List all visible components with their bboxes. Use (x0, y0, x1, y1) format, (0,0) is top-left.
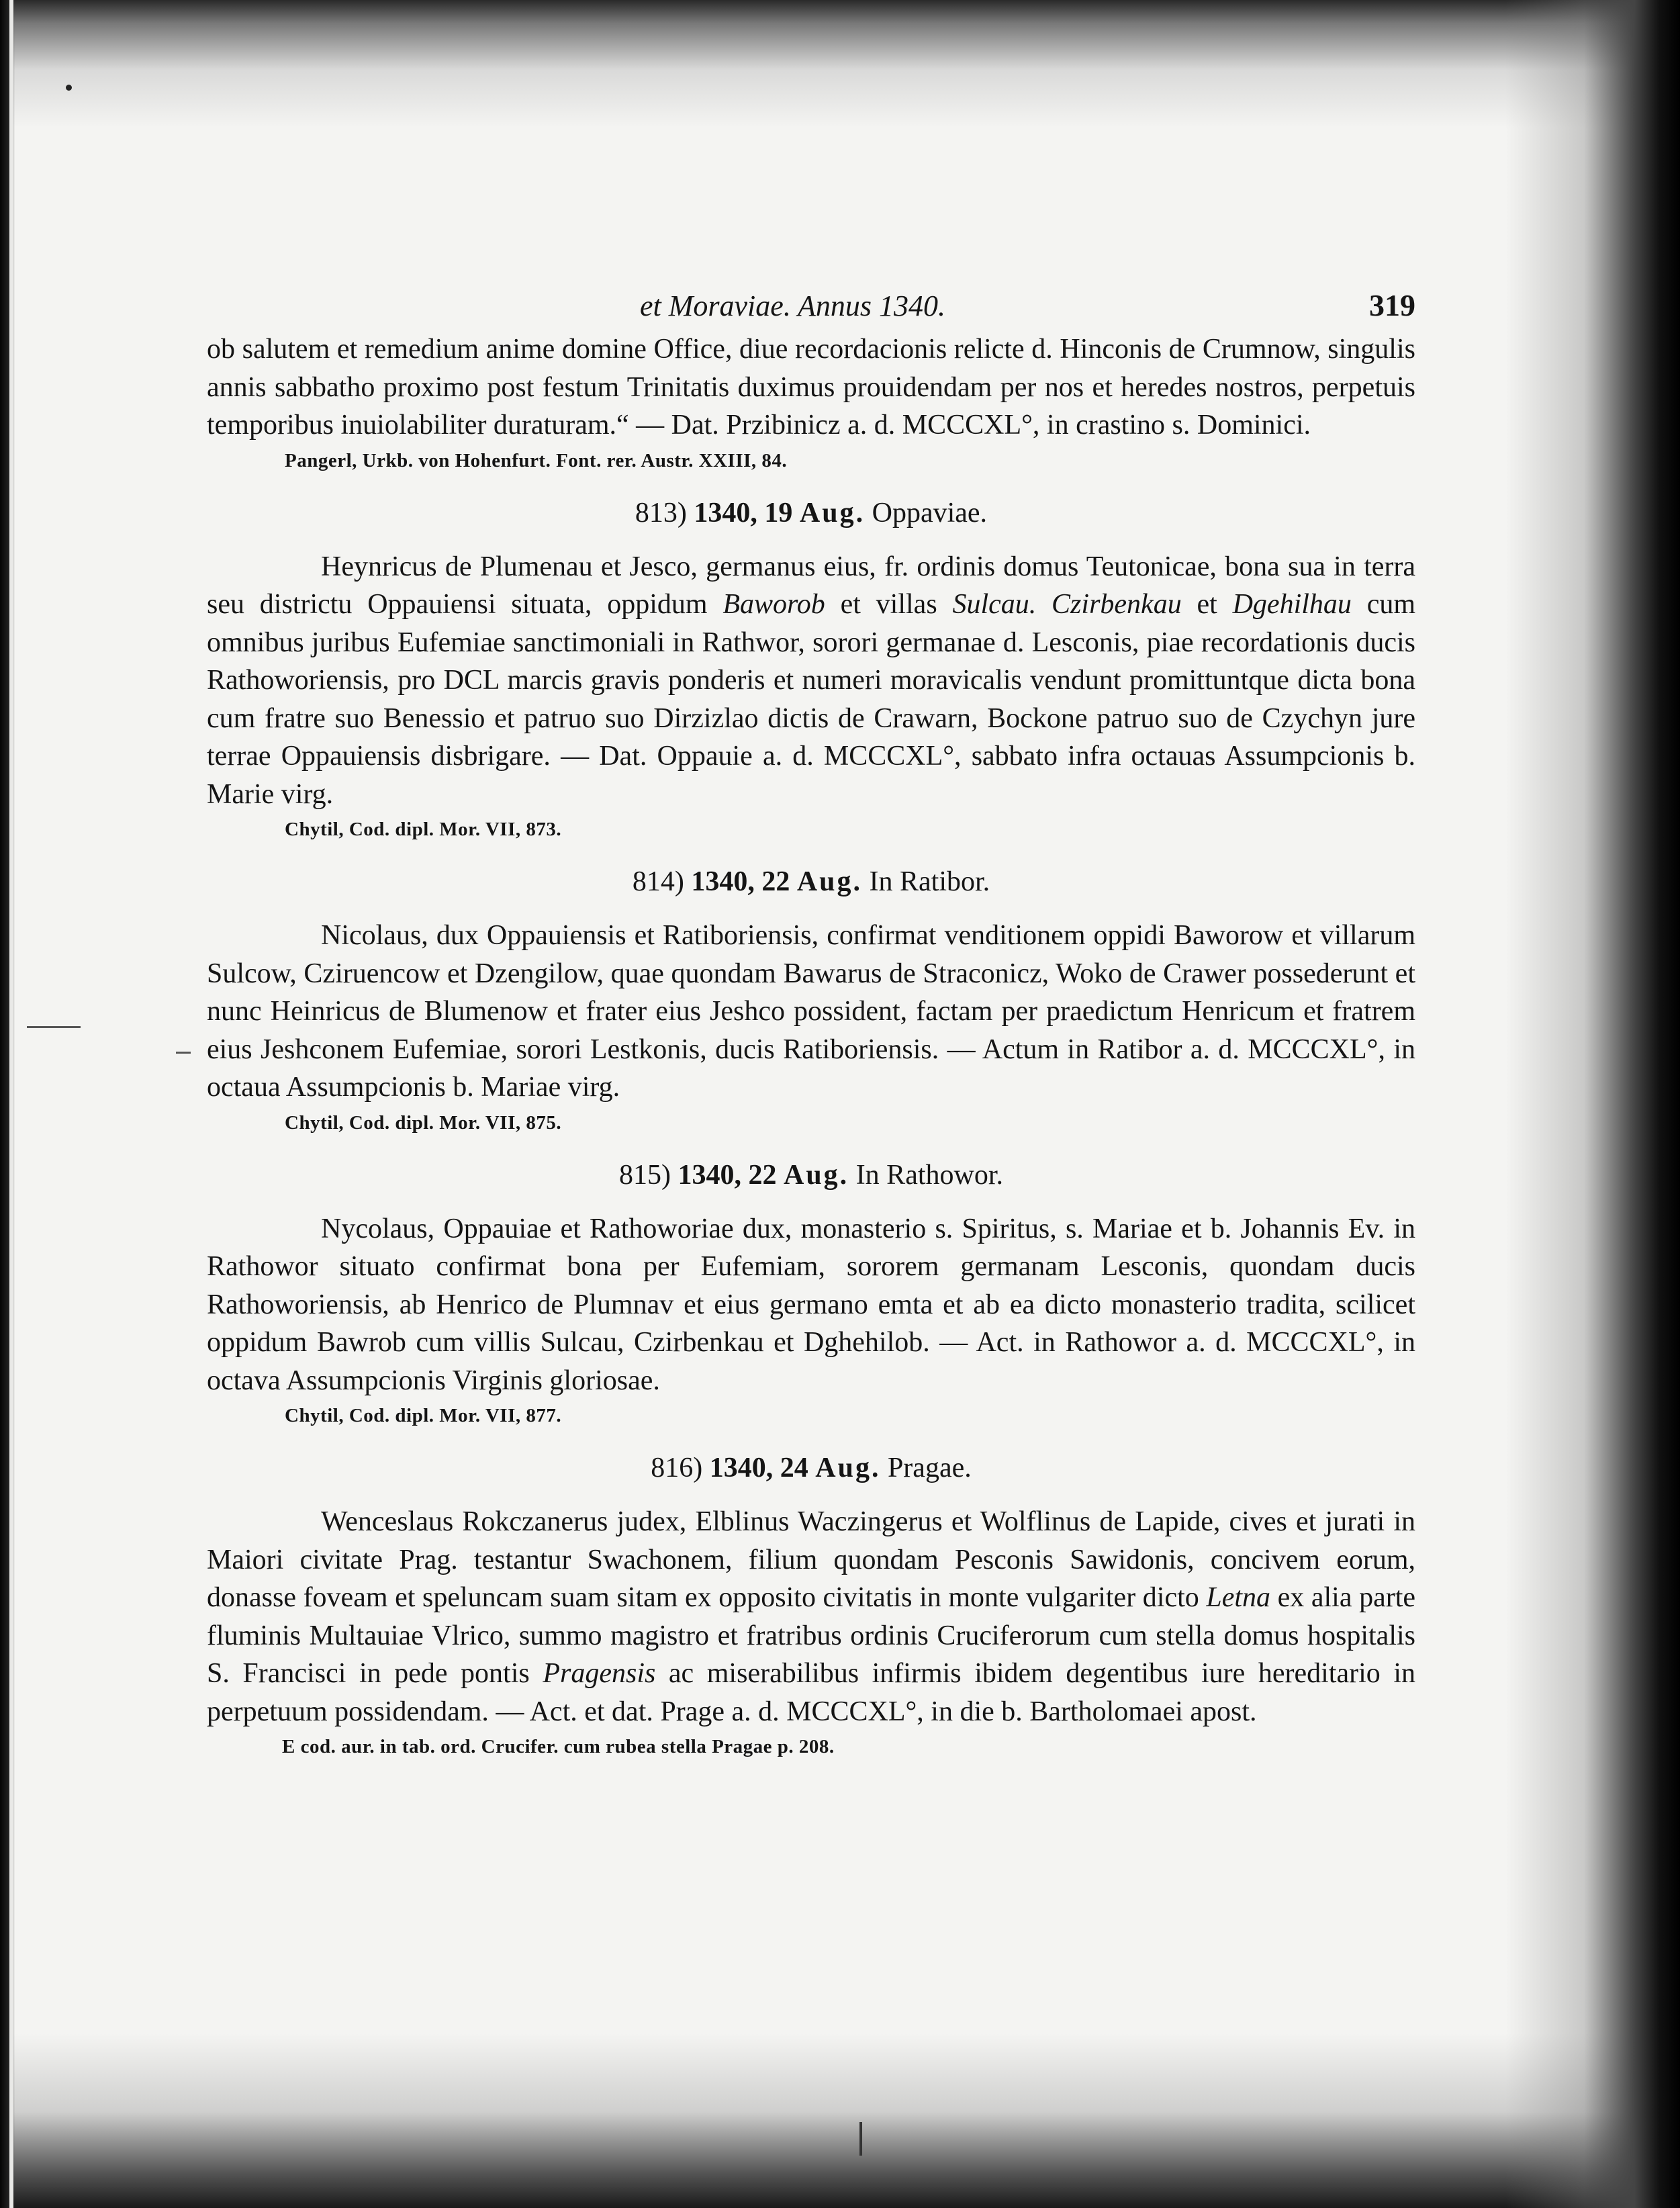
entry-date: 1340, 24 (709, 1453, 808, 1483)
entry-date: 1340, 22 (691, 866, 790, 897)
entry-heading (207, 1449, 1415, 1487)
entry-814 (207, 863, 1415, 1136)
text-run: Wenceslaus Rokczanerus judex, Elblinus Waczingerus et Wolflinus de Lapide, cives et jurati in Maiori civitate Prag. testantur Swachonem, filium quondam Pesconis Sawidonis, concivem eorum, donasse foveam et speluncam suam sitam ex opposito civitatis in monte vulgariter dicto (207, 1506, 1415, 1613)
entry-number: 813) (635, 497, 687, 528)
entry-source: E cod. aur. in tab. ord. Crucifer. cum rubea stella Pragae p. 208. (282, 1736, 835, 1757)
entry-815 (207, 1156, 1415, 1430)
text-run: cum omnibus juribus Eufemiae sanctimoniali in Rathwor, sorori germanae d. Lesconis, piae recordationis ducis Rathoworiensis, pro DCL marcis gravis ponderis et numeri moravicalis vendunt promittuntque dicta bona cum fratre suo Benessio et patruo suo Dirzizlao dictis de Crawarn, Bockone patruo suo de Czychyn jure terrae Oppauiensis disbrigare. — Dat. Oppauie a. d. MCCCXL°, sabbato infra octauas Assumpcionis b. Marie virg. (207, 589, 1416, 810)
entry-place: In Ratibor. (869, 866, 990, 897)
entry-heading (207, 863, 1415, 901)
intro-source: Pangerl, Urkb. von Hohenfurt. Font. rer. Austr. XXIII, 84. (285, 449, 788, 471)
entry-text: Nicolaus, dux Oppauiensis et Ratiboriensis, confirmat venditionem oppidi Baworow et villarum Sulcow, Cziruencow et Dzengilow, quae quondam Bawarus de Straconicz, Woko de Crawer possederunt et nunc Heinricus de Blumenow et frater eius Jeshco possident, factam per praedictum Henricum et fratrem eius Jeshconem Eufemiae, sorori Lestkonis, ducis Ratiboriensis. — Actum in Ratibor a. d. MCCCXL°, in octaua Assumpcionis b. Mariae virg. (207, 920, 1415, 1103)
entry-place: In Rathowor. (855, 1159, 1003, 1191)
text-run: Heynricus de Plumenau et Jesco, germanus eius, fr. ordinis domus Teutonicae, bona sua in terra seu districtu Oppauiensi situata, oppidum (207, 551, 1415, 620)
scan-edge-left-paper (9, 0, 13, 2208)
intro-paragraph: ob salutem et remedium anime domine Office, diue recordacionis relicte d. Hinconis de Crumnow, singulis annis sabbatho proximo post festum Trinitatis duximus prouidendam per nos et heredes nostros, perpetuis temporibus inuiolabiliter duraturam.“ — Dat. Przibinicz a. d. MCCCXL°, in crastino s. Dominici. (207, 334, 1415, 441)
page-content (207, 282, 1415, 1760)
running-title: et Moraviae. Annus 1340. (640, 289, 946, 322)
scan-edge-top (0, 0, 1680, 128)
italic-place-name: Letna (1206, 1582, 1271, 1613)
scan-mark (27, 1026, 81, 1028)
entry-816 (207, 1449, 1415, 1760)
entry-month: Aug. (783, 1159, 849, 1191)
entry-number: 814) (632, 866, 684, 897)
entry-place: Oppaviae. (872, 497, 988, 528)
scan-mark (176, 1052, 191, 1054)
scan-mark (859, 2122, 862, 2156)
text-run: ac miserabilibus infirmis ibidem degentibus iure hereditario in perpetuum possidendam. — Act. et dat. Prage a. d. MCCCXL°, in die b. Bartholomaei apost. (207, 1658, 1415, 1727)
italic-place-name: Pragensis (543, 1658, 656, 1689)
entry-heading (207, 494, 1415, 532)
entry-month: Aug. (815, 1453, 881, 1483)
text-run: et (1181, 589, 1233, 620)
entry-date: 1340, 19 (694, 497, 793, 528)
text-run: et villas (825, 589, 953, 620)
scan-mark (66, 85, 72, 91)
entry-month: Aug. (796, 866, 863, 897)
scan-edge-bottom (0, 2033, 1680, 2208)
entry-text (207, 548, 1415, 814)
page-number: 319 (1369, 288, 1415, 322)
entry-text: Nycolaus, Oppauiae et Rathoworiae dux, monasterio s. Spiritus, s. Mariae et b. Johannis Ev. in Rathowor situato confirmat bona per Eufemiam, sororem germanam Lesconis, quondam ducis Rathoworiensis, ab Henrico de Plumnav et eius germano emta et ab ea dicto monasterio tradita, scilicet oppidum Bawrob cum villis Sulcau, Czirbenkau et Dghehilob. — Act. in Rathowor a. d. MCCCXL°, in octava Assumpcionis Virginis gloriosae. (207, 1213, 1415, 1396)
entry-source: Chytil, Cod. dipl. Mor. VII, 875. (285, 1111, 562, 1134)
entry-source: Chytil, Cod. dipl. Mor. VII, 877. (285, 1405, 562, 1426)
entry-813 (207, 494, 1415, 843)
running-header (207, 282, 1415, 330)
entry-date: 1340, 22 (678, 1159, 777, 1191)
italic-place-name: Dgehilhau (1232, 589, 1352, 620)
entry-source: Chytil, Cod. dipl. Mor. VII, 873. (285, 819, 562, 840)
entry-month: Aug. (799, 497, 866, 528)
entry-place: Pragae. (887, 1453, 972, 1483)
scan-edge-right (1505, 0, 1680, 2208)
italic-place-name: Baworob (722, 589, 825, 620)
entry-heading (207, 1156, 1415, 1194)
text-run: ex alia parte fluminis Multauiae Vlrico, summo magistro et fratribus ordinis Cruciferorum cum stella domus hospitalis S. Francisci in pede pontis (207, 1582, 1416, 1689)
entry-number: 816) (651, 1453, 703, 1483)
italic-place-name: Sulcau. Czirbenkau (952, 589, 1182, 620)
entry-number: 815) (618, 1159, 671, 1191)
entry-text (207, 1503, 1415, 1731)
